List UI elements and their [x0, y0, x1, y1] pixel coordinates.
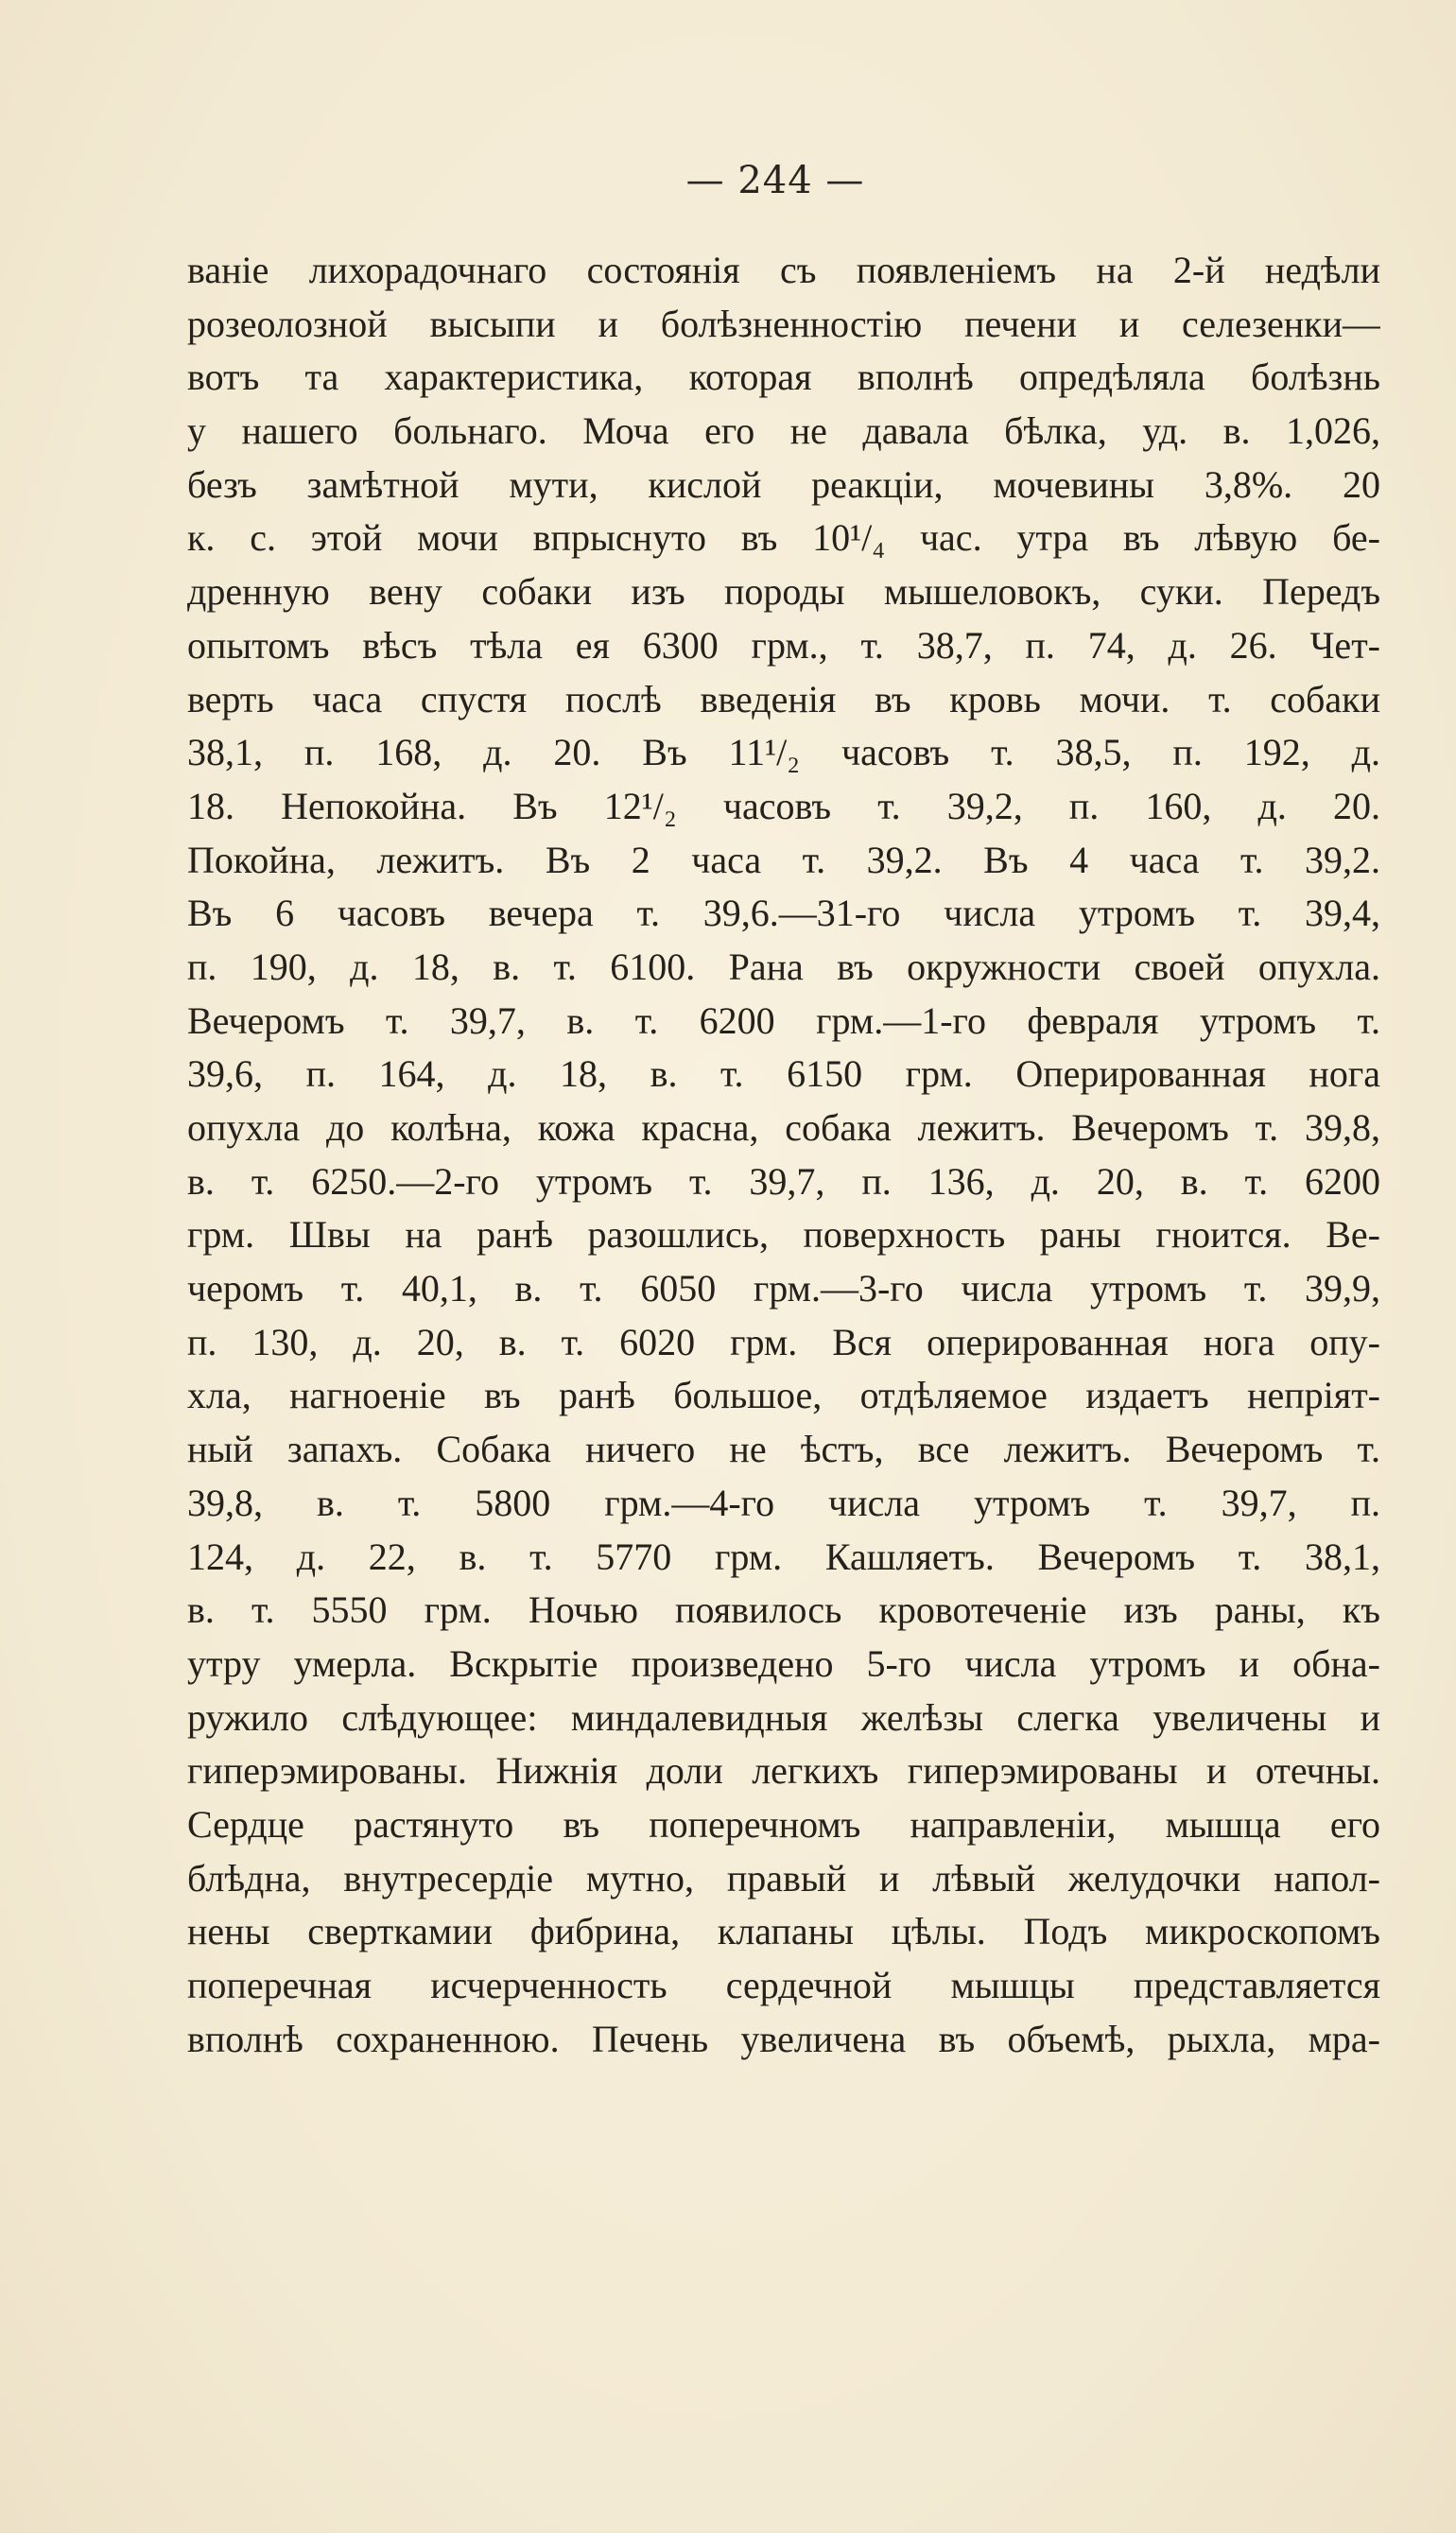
text-line: 39,6, п. 164, д. 18, в. т. 6150 грм. Оперированная нога	[187, 1052, 1380, 1096]
text-line: в. т. 6250.—2-го утромъ т. 39,7, п. 136, д. 20, в. т. 6200	[187, 1159, 1380, 1203]
text-line: Покойна, лежитъ. Въ 2 часа т. 39,2. Въ 4 часа т. 39,2.	[187, 838, 1380, 881]
text-line: вполнѣ сохраненною. Печень увеличена въ объемѣ, рыхла, мра-	[187, 2017, 1380, 2060]
text-line: хла, нагноенiе въ ранѣ большое, отдѣляемое издаетъ непрiят-	[187, 1374, 1380, 1417]
text-line: ружило слѣдующее: миндалевидныя желѣзы слегка увеличены и	[187, 1695, 1380, 1739]
text-line: 18. Непокойна. Въ 12¹/₂ часовъ т. 39,2, п. 160, д. 20.	[187, 784, 1380, 827]
text-line: Въ 6 часовъ вечера т. 39,6.—31-го числа утромъ т. 39,4,	[187, 892, 1380, 935]
text-line: утру умерла. Вскрытiе произведено 5-го числа утромъ и обна-	[187, 1641, 1380, 1685]
page-number: — 244 —	[685, 159, 865, 202]
text-line: п. 130, д. 20, в. т. 6020 грм. Вся оперированная нога опу-	[187, 1320, 1380, 1363]
text-line: 124, д. 22, в. т. 5770 грм. Кашляетъ. Вечеромъ т. 38,1,	[187, 1535, 1380, 1578]
text-line: гиперэмированы. Нижнiя доли легкихъ гиперэмированы и отечны.	[187, 1749, 1380, 1793]
text-line: верть часа спустя послѣ введенiя въ кровь мочи. т. собаки	[187, 677, 1380, 720]
text-line: черомъ т. 40,1, в. т. 6050 грм.—3-го числа утромъ т. 39,9,	[187, 1267, 1380, 1310]
text-line: поперечная исчерченность сердечной мышцы представляется	[187, 1964, 1380, 2006]
text-line: ванiе лихорадочнаго состоянiя съ появленiемъ на 2-й недѣли	[187, 249, 1380, 291]
text-line: в. т. 5550 грм. Ночью появилось кровотеченiе изъ раны, къ	[187, 1588, 1380, 1632]
text-line: нены сверткамии фибрина, клапаны цѣлы. Подъ микроскопомъ	[187, 1910, 1380, 1953]
text-line: розеолозной высыпи и болѣзненностiю печени и селезенки—	[187, 302, 1380, 345]
text-line: грм. Швы на ранѣ разошлись, поверхность раны гноится. Ве-	[187, 1213, 1380, 1257]
text-line: Сердце растянуто въ поперечномъ направленiи, мышца его	[187, 1802, 1380, 1846]
body-text	[187, 244, 1380, 2066]
text-line: опытомъ вѣсъ тѣла ея 6300 грм., т. 38,7, п. 74, д. 26. Чет-	[187, 623, 1380, 667]
text-line: 39,8, в. т. 5800 грм.—4-го числа утромъ т. 39,7, п.	[187, 1481, 1380, 1524]
text-line: безъ замѣтной мути, кислой реакцiи, мочевины 3,8%. 20	[187, 462, 1380, 506]
text-line: п. 190, д. 18, в. т. 6100. Рана въ окружности своей опухла.	[187, 945, 1380, 988]
text-line: 38,1, п. 168, д. 20. Въ 11¹/₂ часовъ т. 38,5, п. 192, д.	[187, 731, 1380, 774]
text-line: вотъ та характеристика, которая вполнѣ опредѣляла болѣзнь	[187, 356, 1380, 399]
text-line: опухла до колѣна, кожа красна, собака лежитъ. Вечеромъ т. 39,8,	[187, 1106, 1380, 1149]
text-line: Вечеромъ т. 39,7, в. т. 6200 грм.—1-го февраля утромъ т.	[187, 998, 1380, 1042]
text-line: ный запахъ. Собака ничего не ѣстъ, все лежитъ. Вечеромъ т.	[187, 1428, 1380, 1471]
text-line: блѣдна, внутресердiе мутно, правый и лѣвый желудочки напол-	[187, 1856, 1380, 1900]
text-line: к. с. этой мочи впрыснуто въ 10¹/₄ час. утра въ лѣвую бе-	[187, 516, 1380, 560]
text-line: у нашего больнаго. Моча его не давала бѣлка, уд. в. 1,026,	[187, 409, 1380, 453]
text-line: дренную вену собаки изъ породы мышеловокъ, суки. Передъ	[187, 570, 1380, 614]
